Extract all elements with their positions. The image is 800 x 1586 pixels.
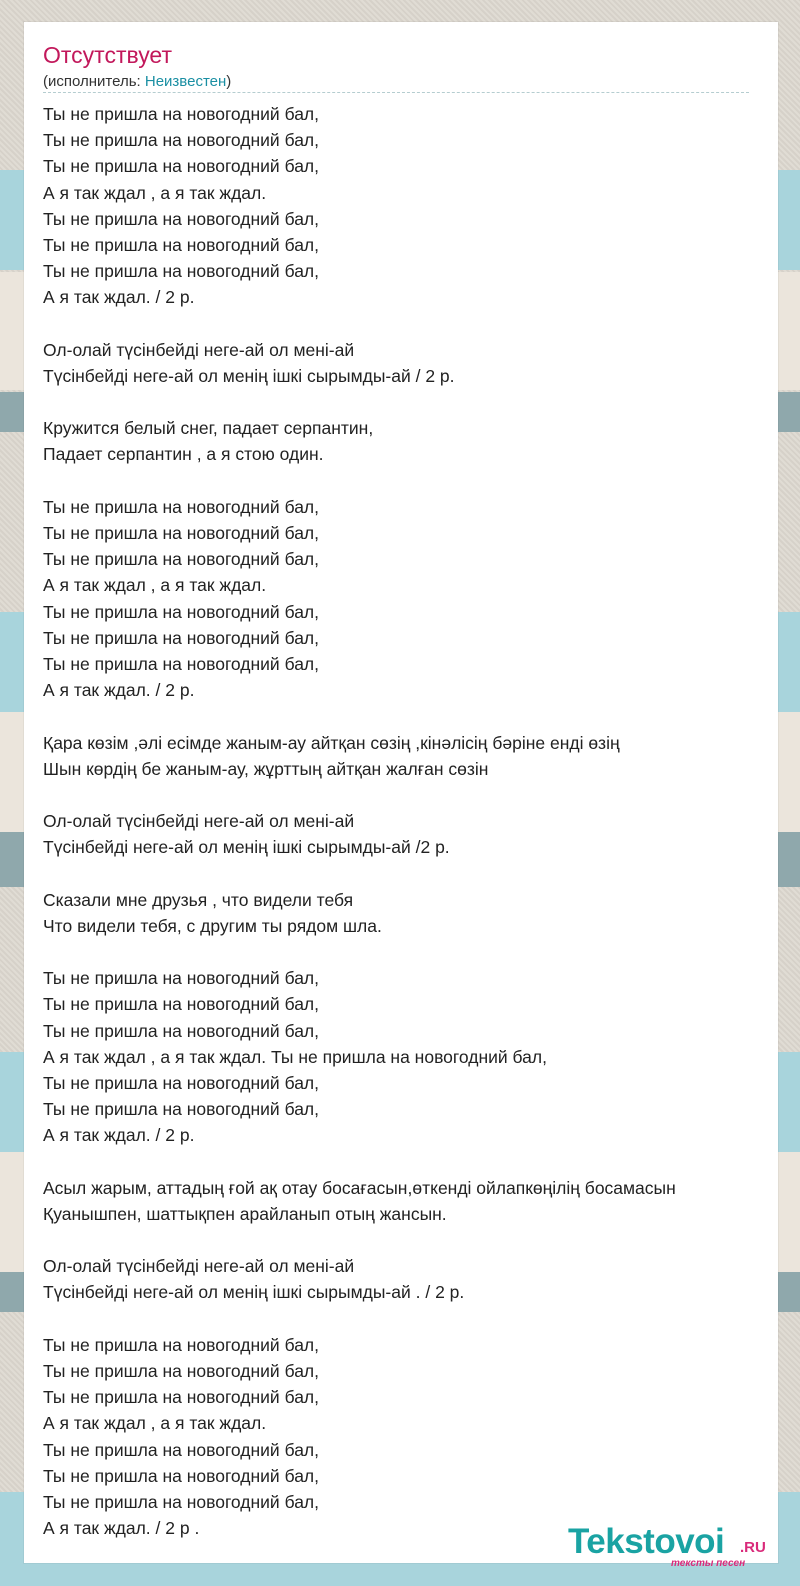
lyric-line: Қуанышпен, шаттықпен арайланып отың жансын. <box>43 1203 447 1224</box>
logo-domain: .RU <box>740 1539 766 1556</box>
lyric-line: Ол-олай түсінбейді неге-ай ол мені-ай <box>43 811 355 832</box>
lyric-line: Ты не пришла на новогодний бал, <box>43 601 320 622</box>
lyric-line: А я так ждал. / 2 р. <box>43 287 195 308</box>
lyric-line: Ты не пришла на новогодний бал, <box>43 1020 320 1041</box>
lyric-line: Ты не пришла на новогодний бал, <box>43 1361 320 1381</box>
lyric-line <box>43 1149 778 1175</box>
artist-link[interactable]: Неизвестен <box>144 73 227 90</box>
lyric-line: Ты не пришла на новогодний бал, <box>43 1099 320 1120</box>
lyric-line: Ты не пришла на новогодний бал, <box>43 1491 320 1512</box>
lyric-line: Түсінбейді неге-ай ол менің ішкі сырымды-ай /2 р. <box>43 837 450 858</box>
lyric-line: Ты не пришла на новогодний бал, <box>43 156 320 177</box>
lyric-line: Падает серпантин , а я стою один. <box>43 444 324 465</box>
lyric-line: Ты не пришла на новогодний бал, <box>43 994 320 1015</box>
logo-tagline: тексты песен <box>671 1558 746 1569</box>
lyric-line <box>43 782 778 808</box>
lyric-line: Ты не пришла на новогодний бал, <box>43 1439 320 1460</box>
title-divider <box>43 92 749 93</box>
lyric-line: Ты не пришла на новогодний бал, <box>43 627 320 648</box>
lyric-line <box>43 1227 778 1253</box>
lyric-line: Что видели тебя, с другим ты рядом шла. <box>43 915 382 936</box>
lyric-line: А я так ждал , а я так ждал. <box>43 182 267 203</box>
lyric-line: Сказали мне друзья , что видели тебя <box>43 889 354 910</box>
lyric-line: А я так ждал , а я так ждал. <box>43 575 267 596</box>
lyric-line: Ты не пришла на новогодний бал, <box>43 523 320 543</box>
lyric-line: Асыл жарым, аттадың ғой ақ отау босағасын,өткенді ойлапкөңілің босамасын <box>43 1177 676 1198</box>
lyric-line: Ол-олай түсінбейді неге-ай ол мені-ай <box>43 339 355 360</box>
lyrics-card <box>24 22 778 1569</box>
lyric-line: А я так ждал. / 2 р. <box>43 1125 195 1146</box>
lyric-line: Ты не пришла на новогодний бал, <box>43 261 320 282</box>
lyric-line: Ты не пришла на новогодний бал, <box>43 104 320 124</box>
lyric-line: Түсінбейді неге-ай ол менің ішкі сырымды-ай . / 2 р. <box>43 1282 465 1303</box>
lyric-line <box>43 468 778 494</box>
lyric-line: Ты не пришла на новогодний бал, <box>43 968 320 989</box>
lyric-line: А я так ждал. / 2 р . <box>43 1518 200 1539</box>
lyric-line <box>43 389 778 415</box>
lyric-line: Кружится белый снег, падает серпантин, <box>43 418 374 439</box>
lyric-line: Ты не пришла на новогодний бал, <box>43 1072 320 1093</box>
artist-prefix: (исполнитель: <box>43 73 145 90</box>
artist-suffix: ) <box>226 73 232 90</box>
lyric-line <box>43 939 778 965</box>
lyric-line: Ол-олай түсінбейді неге-ай ол мені-ай <box>43 1256 355 1277</box>
lyric-line: Ты не пришла на новогодний бал, <box>43 496 320 517</box>
song-title: Отсутствует <box>43 42 172 68</box>
lyric-line: Ты не пришла на новогодний бал, <box>43 208 320 229</box>
lyrics-text <box>43 101 778 1541</box>
lyric-line <box>43 1306 778 1332</box>
lyric-line: А я так ждал , а я так ждал. <box>43 1413 267 1434</box>
lyric-line: Ты не пришла на новогодний бал, <box>43 234 320 255</box>
lyric-line: Ты не пришла на новогодний бал, <box>43 130 320 151</box>
logo-wordmark: Tekstovoi <box>568 1522 725 1561</box>
lyric-line: Шын көрдің бе жаным-ау, жұрттың айтқан жалған сөзін <box>43 758 489 779</box>
lyric-line: Түсінбейді неге-ай ол менің ішкі сырымды-ай / 2 р. <box>43 365 455 386</box>
lyric-line: Ты не пришла на новогодний бал, <box>43 1387 320 1408</box>
lyric-line <box>43 860 778 886</box>
lyric-line: Ты не пришла на новогодний бал, <box>43 549 320 570</box>
lyric-line: А я так ждал. / 2 р. <box>43 680 195 701</box>
lyric-line: Қара көзім ,әлі есімде жаным-ау айтқан сөзің ,кінәлісің бәріне енді өзің <box>43 732 620 753</box>
site-logo[interactable] <box>568 1522 778 1569</box>
lyric-line: Ты не пришла на новогодний бал, <box>43 1465 320 1486</box>
lyric-line: Ты не пришла на новогодний бал, <box>43 653 320 674</box>
lyric-line <box>43 311 778 337</box>
lyric-line: А я так ждал , а я так ждал. Ты не пришла на новогодний бал, <box>43 1046 547 1067</box>
lyric-line <box>43 703 778 729</box>
lyric-line: Ты не пришла на новогодний бал, <box>43 1334 320 1355</box>
artist-line <box>43 73 231 90</box>
